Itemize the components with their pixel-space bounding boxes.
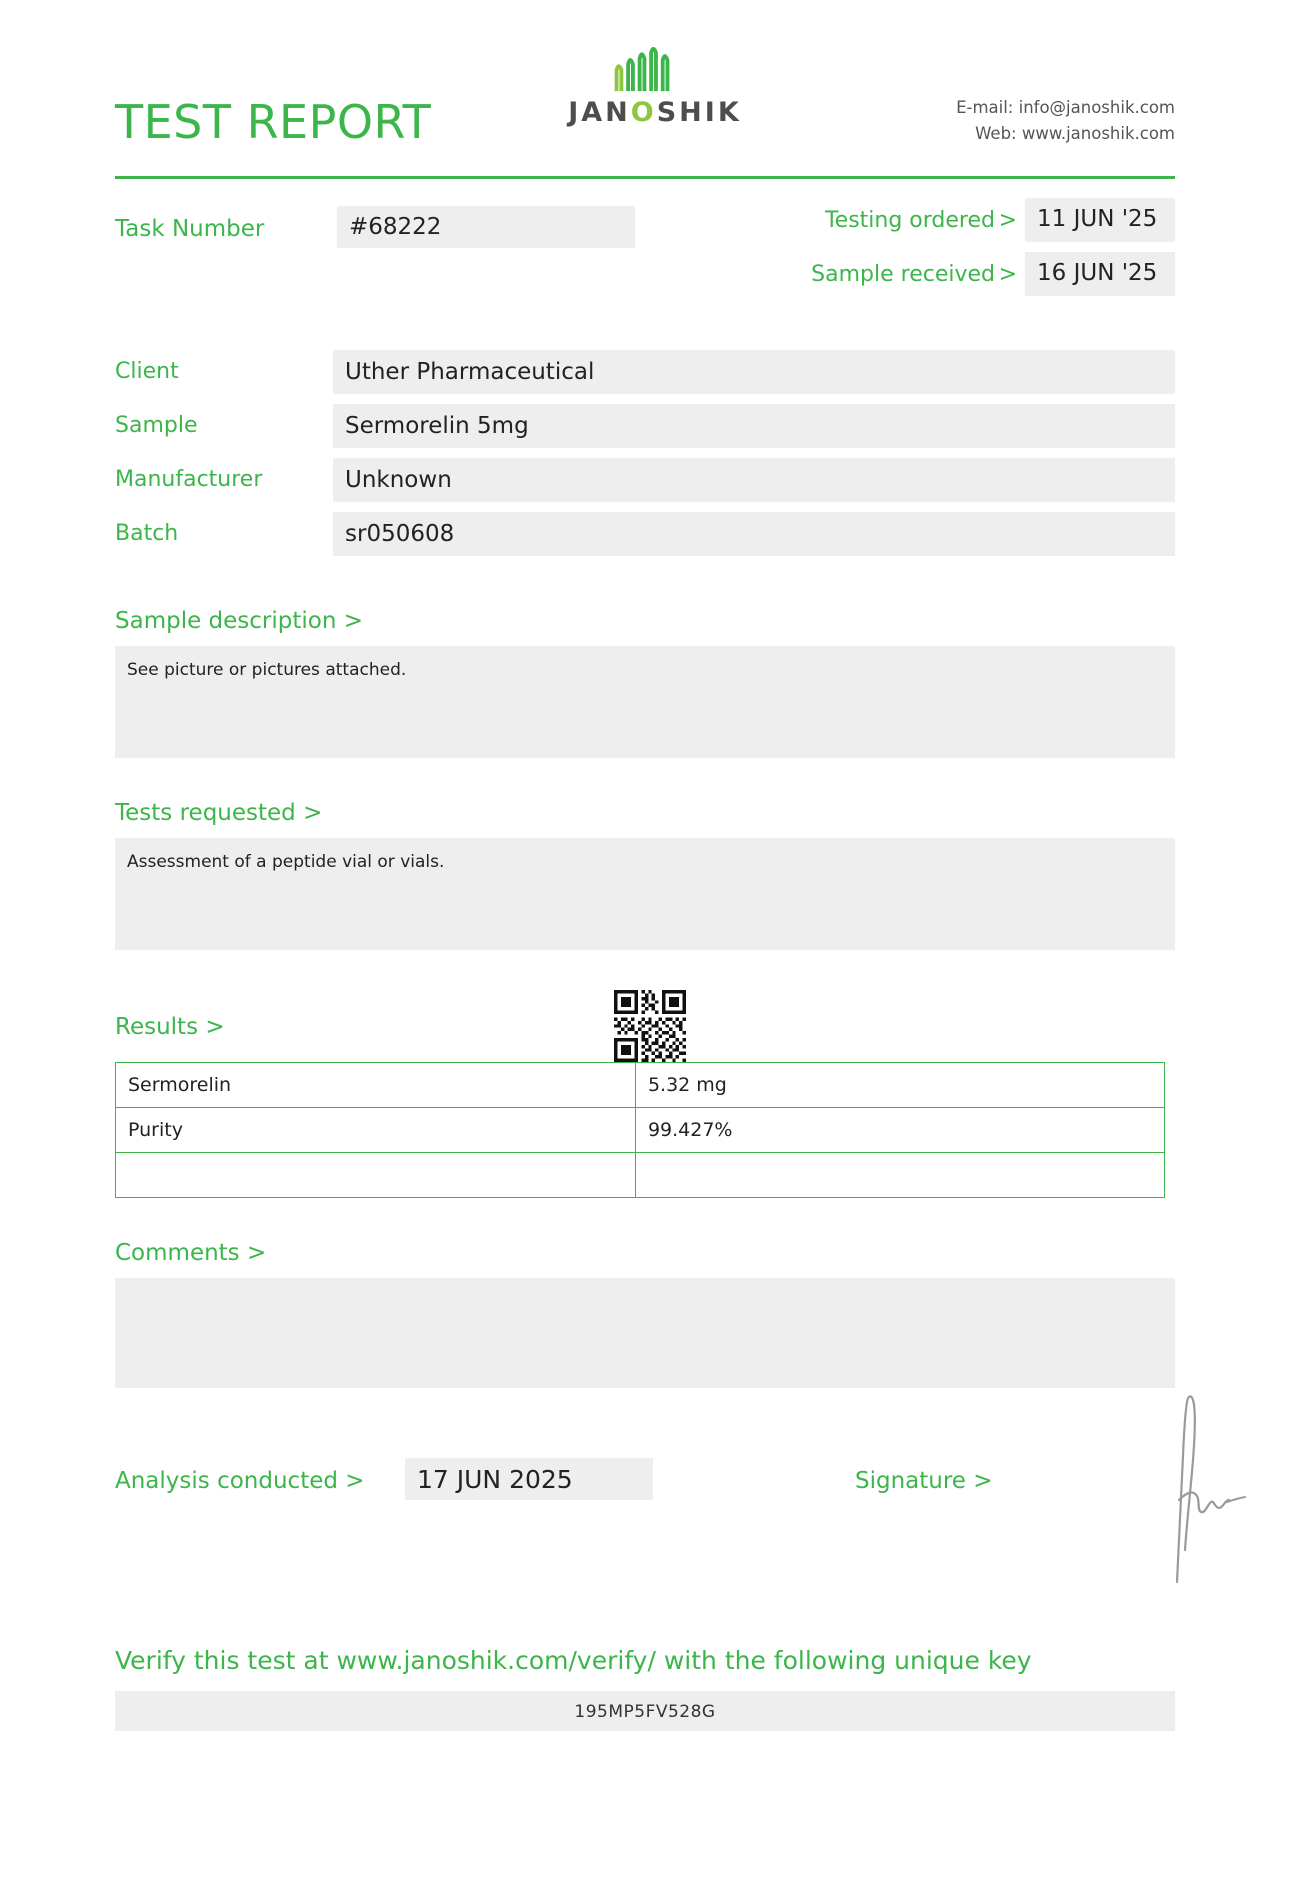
manufacturer-label: Manufacturer: [115, 467, 263, 492]
contact-info: [956, 95, 1175, 146]
sample-description-title: Sample description >: [115, 608, 364, 634]
task-number-value: #68222: [337, 206, 635, 248]
testing-ordered-label: Testing ordered: [824, 208, 995, 233]
sample-value: Sermorelin 5mg: [333, 404, 1175, 448]
signature-icon: [1135, 1390, 1255, 1590]
contact-web: Web: www.janoshik.com: [975, 123, 1175, 143]
result-name-0: Sermorelin: [116, 1063, 636, 1108]
client-label: Client: [115, 359, 179, 384]
sample-received-caret: >: [998, 262, 1017, 287]
info-row-manufacturer: [115, 458, 1175, 512]
contact-email: E-mail: info@janoshik.com: [956, 98, 1175, 117]
sample-label: Sample: [115, 413, 198, 438]
results-table: [115, 1062, 1165, 1198]
sample-description-box: See picture or pictures attached.: [115, 646, 1175, 758]
task-section: [115, 198, 1175, 308]
verify-text: Verify this test at www.janoshik.com/verify/ with the following unique key: [115, 1646, 1032, 1675]
table-row: [116, 1153, 1165, 1198]
result-name-2: [116, 1153, 636, 1198]
result-name-1: Purity: [116, 1108, 636, 1153]
brand-wordmark: [555, 97, 755, 128]
report-header: [115, 0, 1175, 180]
table-row: [116, 1108, 1165, 1153]
date-group: [705, 198, 1175, 306]
mountain-logo-icon: [607, 45, 703, 93]
report-content: [115, 0, 1175, 1731]
brand-wordmark-part3: SHIK: [656, 97, 742, 128]
brand-wordmark-part2: O: [630, 97, 657, 128]
result-value-2: [635, 1153, 1164, 1198]
sample-received-row: [705, 252, 1175, 306]
brand-wordmark-part1: JAN: [568, 97, 631, 128]
sample-received-value: 16 JUN '25: [1025, 252, 1175, 296]
page-title: TEST REPORT: [115, 95, 432, 149]
testing-ordered-row: [705, 198, 1175, 252]
sample-info-group: [115, 350, 1175, 566]
task-number-label: Task Number: [115, 216, 265, 242]
unique-key-value: 195MP5FV528G: [115, 1691, 1175, 1731]
info-row-client: [115, 350, 1175, 404]
result-value-1: 99.427%: [635, 1108, 1164, 1153]
testing-ordered-caret: >: [998, 208, 1017, 233]
client-value: Uther Pharmaceutical: [333, 350, 1175, 394]
analysis-section: [115, 1450, 1175, 1620]
tests-requested-box: Assessment of a peptide vial or vials.: [115, 838, 1175, 950]
results-title: Results >: [115, 1014, 225, 1040]
table-row: [116, 1063, 1165, 1108]
manufacturer-value: Unknown: [333, 458, 1175, 502]
brand-logo: [555, 45, 755, 128]
tests-requested-title: Tests requested >: [115, 800, 323, 826]
comments-box: [115, 1278, 1175, 1388]
comments-title: Comments >: [115, 1240, 267, 1266]
batch-value: sr050608: [333, 512, 1175, 556]
info-row-batch: [115, 512, 1175, 566]
batch-label: Batch: [115, 521, 179, 546]
analysis-conducted-label: Analysis conducted >: [115, 1468, 365, 1494]
testing-ordered-value: 11 JUN '25: [1025, 198, 1175, 242]
info-row-sample: [115, 404, 1175, 458]
sample-received-label: Sample received: [811, 262, 995, 287]
header-divider: [115, 176, 1175, 179]
result-value-0: 5.32 mg: [635, 1063, 1164, 1108]
analysis-conducted-value: 17 JUN 2025: [405, 1458, 653, 1500]
signature-label: Signature >: [855, 1468, 993, 1494]
qr-code-icon: [607, 990, 693, 1062]
results-header: [115, 990, 1175, 1064]
